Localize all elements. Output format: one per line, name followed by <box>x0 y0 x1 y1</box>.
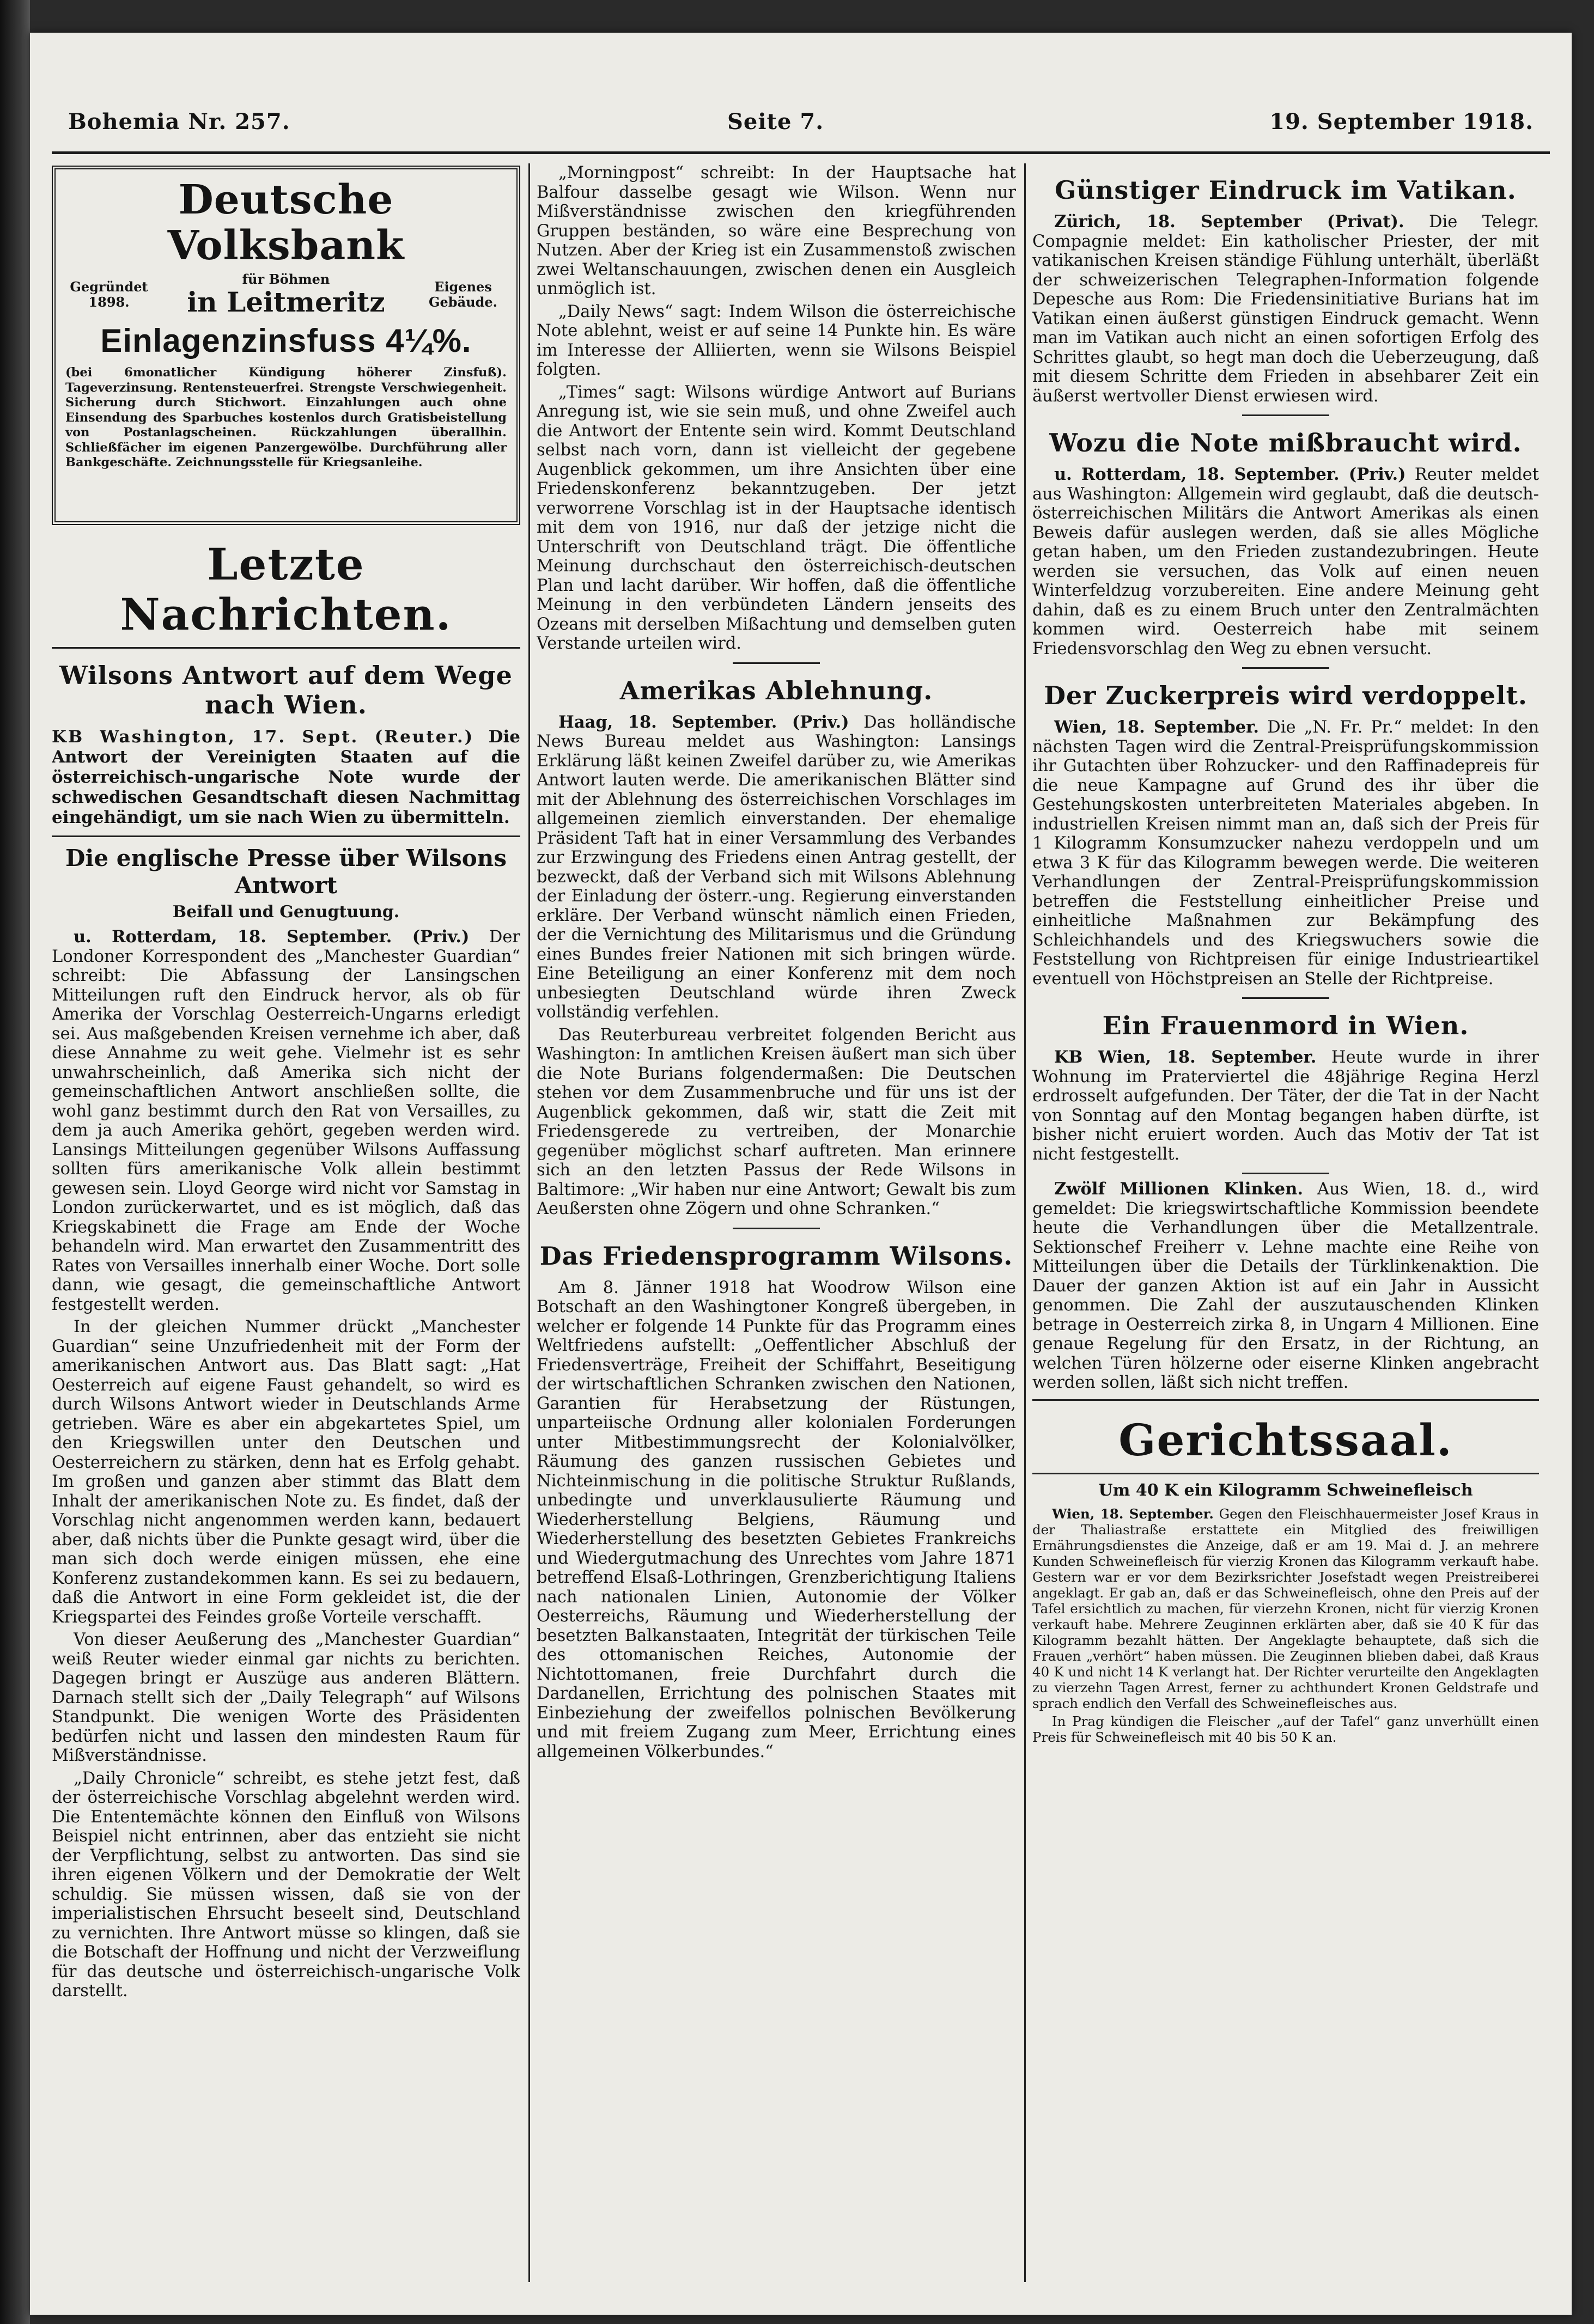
paragraph <box>1032 1180 1539 1393</box>
dateline: KB Wien, 18. September. <box>1054 1047 1317 1067</box>
ad-for-bohemia: für Böhmen <box>242 271 330 287</box>
subheadline: Beifall und Genugtuung. <box>172 902 400 922</box>
paragraph: Am 8. Jänner 1918 hat Woodrow Wilson eine Botschaft an den Washingtoner Kongreß übergeben, in welcher er folgende 14 Punkte für das Programm eines Weltfriedens aufstellt: „Oeffentlicher Abschluß der Friedensverträge, Freiheit der Schiffahrt, Beseitigung der wirtschaftlichen Schranken zwischen den Nationen, Garantien für Herabsetzung der Rüstungen, unparteiische Ordnung aller kolonialen Forderungen unter Mitbestimmungsrecht der Kolonialvölker, Räumung des ganzen russischen Gebietes und Nichteinmischung in die politische Struktur Rußlands, unbedingte und unverklausulierte Räumung und Wiederherstellung Belgiens, Räumung und Wiederherstellung des besetzten Gebietes Frankreichs und Wiedergutmachung des Unrechtes vom Jahre 1871 betreffend Elsaß-Lothringen, Grenzberichtigung Italiens nach nationalen Linien, Autonomie der Völker Oesterreichs, Räumung und Wiederherstellung der besetzten Balkanstaaten, Integrität der türkischen Teile des ottomanischen Reiches, Autonomie der Nichtottomanen, freie Durchfahrt durch die Dardanellen, Errichtung des polnischen Staates mit Einbeziehung der zweifellos polnischen Bevölkerung und mit freiem Zugang zum Meer, Errichtung eines allgemeinen Völkerbundes.“ <box>537 1278 1016 1761</box>
rule <box>1242 1173 1329 1174</box>
dateline: u. Rotterdam, 18. September. (Priv.) <box>1054 465 1406 484</box>
rule <box>1242 997 1329 999</box>
paragraph <box>1032 465 1539 658</box>
header-rule <box>52 151 1550 154</box>
dateline: KB Washington, 17. Sept. (Reuter.) <box>52 727 474 747</box>
headline-america-rejection: Amerikas Ablehnung. <box>619 675 933 705</box>
page-number: Seite 7. <box>727 109 824 135</box>
paragraph-text: Das holländische News Bureau meldet aus Washington: Lansings Erklärung läßt keinen Zweifel darüber zu, wie Amerikas Antwort lauten werde. Die amerikanischen Blätter sind mit der Ablehnung des österreichischen Vorschlages im allgemeinen ziemlich einverstanden. Der ehemalige Präsident Taft hat in einer Versammlung des Verbandes zur Erzwingung des Friedens einen Antrag gestellt, der bezweckt, daß der Verband sich mit Wilsons Ablehnung der Einladung der österr.-ung. Regierung einverstanden erkläre. Der Verband wünscht nämlich einen Frieden, der die Vernichtung des Militarismus und die Gründung eines Bundes freier Nationen mit sich bringen würde. Eine Beteiligung an einer Konferenz mit dem noch unbesiegten Deutschland würde ihren Zweck vollständig verfehlen. <box>537 712 1016 1022</box>
ad-fine-print: (bei 6monatlicher Kündigung höherer Zinsfuß). Tageverzinsung. Rentensteuerfrei. Strengste Verschwiegenheit. Sicherung durch Stichwort. Einzahlungen auch ohne Einsendung des Sparbuches kostenlos durch Gratisbeistellung von Postanlagscheinen. Rückzahlungen überallhin. Schließfächer im eigenen Panzergewölbe. Durchführung aller Bankgeschäfte. Zeichnungsstelle für Kriegsanleihe. <box>65 365 507 469</box>
paragraph-text: Heute wurde in ihrer Wohnung im Praterviertel die 48jährige Regina Herzl erdrosselt aufgefunden. Der Täter, der die Tat in der Nacht von Sonntag auf den Montag begangen haben dürfte, ist bisher nicht eruiert worden. Auch das Motiv der Tat ist nicht festgestellt. <box>1032 1048 1539 1164</box>
headline-sugar-price: Der Zuckerpreis wird verdoppelt. <box>1044 681 1528 710</box>
ad-interest-rate: Einlagenzinsfuss 4¼%. <box>100 322 472 359</box>
rule <box>1242 414 1329 416</box>
headline-note-misused: Wozu die Note mißbraucht wird. <box>1049 428 1522 458</box>
paragraph: In Prag kündigen die Fleischer „auf der Tafel“ ganz unverhüllt einen Preis für Schweinefleisch mit 40 bis 50 K an. <box>1032 1713 1539 1745</box>
ad-location <box>153 272 419 318</box>
running-head <box>52 109 1550 147</box>
paragraph-text: Der Londoner Korrespondent des „Manchester Guardian“ schreibt: Die Abfassung der Lansingschen Mitteilungen ruft den Eindruck hervor, als ob für Amerika der Vorschlag Oesterreich-Ungarns erledigt sei. Aus maßgebenden Kreisen vernehme ich aber, daß diese Annahme zu weit gehe. Vielmehr ist es sehr unwahrscheinlich, daß Amerika sich nicht der gemeinschaftlichen Antwort anschließen sollte, die wohl ganz bestimmt durch den Rat von Versailles, zu dem ja auch Amerika gehört, gegeben werden wird. Lansings Mitteilungen gegenüber Wilsons Auffassung sollten fürs amerikanische Volk allein bestimmt gewesen sein. Lloyd George wird nicht vor Samstag in London zurückerwartet, und es ist möglich, daß das Kriegskabinett die Frage am Ende der Woche behandeln wird. Man erwartet den Zusammentritt des Rates von Versailles innerhalb einer Woche. Dort solle dann, wie gesagt, die gemeinschaftliche Antwort festgestellt werden. <box>52 928 520 1314</box>
lead-text: Die Antwort der Vereinigten Staaten auf die österreichisch-ungarische Note wurde der schwedischen Gesandtschaft diesen Nachmittag eingehändigt, um sie nach Wien zu übermitteln. <box>52 727 520 827</box>
paragraph: „Times“ sagt: Wilsons würdige Antwort auf Burians Anregung ist, wie sie sein muß, und ohne Zweifel auch die Antwort der Entente sein wird. Kommt Deutschland selbst nach vorn, dann ist vielleicht der gegebene Augenblick gekommen, um ihre Ansichten über eine Friedenskonferenz bekanntzugeben. Der jetzt verworrene Vorschlag ist in der Hauptsache identisch mit dem von 1916, nur daß der jetzige nicht die Unterschrift von Deutschland trägt. Die öffentliche Meinung durchschaut den österreichisch-deutschen Plan und lacht darüber. Wir hoffen, daß die öffentliche Meinung in den verbündeten Ländern jenseits des Ozeans mit derselben Mißachtung und demselben guten Verstande urteilen wird. <box>537 382 1016 653</box>
ad-own-building: Eigenes Gebäude. <box>429 279 497 310</box>
paragraph-text: Die „N. Fr. Pr.“ meldet: In den nächsten Tagen wird die Zentral-Preisprüfungskommission ihr Gutachten über Rohzucker- und den Raffinadepreis für die neue Kampagne auf Grund des ihr über die Gestehungskosten unterbreiteten Materiales abgeben. In industriellen Kreisen nimmt man an, daß sich der Preis für 1 Kilogramm Konsumzucker nahezu verdoppeln und um etwa 3 K für das Kilogramm bewegen werde. Die weiteren Verhandlungen der Zentral-Preisprüfungskommission betreffen die Feststellung einheitlicher Preise und einheitliche Maßnahmen zur Bekämpfung des Schleichhandels und des Kriegswuchers sowie die Feststellung von Richtpreisen für einige Industrieartikel eventuell von Höchstpreisen an Stelle der Richtpreise. <box>1032 718 1539 989</box>
subheadline: Um 40 K ein Kilogramm Schweinefleisch <box>1098 1480 1473 1500</box>
scan-edge <box>0 0 30 2324</box>
dateline: u. Rotterdam, 18. September. (Priv.) <box>74 927 470 947</box>
headline-wilson-answer: Wilsons Antwort auf dem Wege nach Wien. <box>59 661 513 719</box>
paragraph-text: Die Telegr. Compagnie meldet: Ein katholischer Priester, der mit vatikanischen Kreisen ständige Fühlung unterhält, überläßt der schweizerischen Telegraphen-Information folgende Depesche aus Rom: Die Friedensinitiative Burians hat im Vatikan einen äußerst günstigen Eindruck gemacht. Wenn man im Vatikan auch nicht an einen sofortigen Erfolg des Schrittes glaubt, so hegt man doch die Ueberzeugung, daß mit diesem Schritte dem Frieden in absehbarer Zeit ein äußerst wertvoller Dienst erwiesen wird. <box>1032 212 1539 406</box>
column-2 <box>537 163 1016 2282</box>
rule <box>52 835 520 837</box>
column-rule-1 <box>528 163 530 2282</box>
section-heading-courtroom: Gerichtssaal. <box>1118 1414 1453 1466</box>
newspaper-page <box>30 33 1572 2315</box>
paragraph: Von dieser Aeußerung des „Manchester Guardian“ weiß Reuter wieder einmal gar nichts zu berichten. Dagegen bringt er Auszüge aus anderen Blättern. Darnach stellt sich der „Daily Telegraph“ auf Wilsons Standpunkt. Die wenigen Worte des Präsidenten bedürfen nicht und lassen den mindesten Raum für Mißverständnisse. <box>52 1630 520 1765</box>
bank-advertisement <box>52 166 520 525</box>
ad-founded: Gegründet 1898. <box>70 279 148 310</box>
paragraph <box>52 928 520 1314</box>
paragraph <box>1032 1048 1539 1164</box>
column-1 <box>52 163 520 2282</box>
paragraph: „Daily News“ sagt: Indem Wilson die österreichische Note ablehnt, weist er auf seine 14 Punkte hin. Es wäre im Interesse der Alliierten, wenn sie Wilsons Beispiel folgten. <box>537 302 1016 379</box>
paragraph <box>1032 212 1539 406</box>
ad-town: in Leitmeritz <box>187 286 385 318</box>
paragraph: In der gleichen Nummer drückt „Manchester Guardian“ seine Unzufriedenheit mit der Form der amerikanischen Antwort aus. Das Blatt sagt: „Hat Oesterreich auf eigene Faust gehandelt, so wird es durch Wilsons Antwort wieder in Deutschlands Arme getrieben. Wäre es aber ein abgekartetes Spiel, um den Kriegswillen unter den Deutschen und Oesterreichern zu stärken, denn hat es Erfolg gehabt. Im großen und ganzen aber stimmt das Blatt dem Inhalt der amerikanischen Note zu. Es findet, daß der Vorschlag nicht angenommen werden kann, bedauert aber, daß nichts über die Punkte gesagt wird, über die man sich doch werde einigen müssen, ehe eine Konferenz zustandekommen kann. Es sei zu bedauern, daß die Antwort in eine Form gekleidet ist, die der Kriegspartei des Feindes große Vorteile verschafft. <box>52 1317 520 1627</box>
paragraph-text: Gegen den Fleischhauermeister Josef Kraus in der Thaliastraße erstattete ein Mitglied des freiwilligen Ernährungsdienstes die Anzeige, daß er am 19. Mai d. J. an mehrere Kunden Schweinefleisch für vierzig Kronen das Kilogramm verkauft habe. Gestern war er vor dem Bezirksrichter Josefstadt wegen Preistreiberei angeklagt. Er gab an, daß er das Schweinefleisch, ohne den Preis auf der Tafel ersichtlich zu machen, für vierzehn Kronen, nicht für vierzig Kronen verkauft habe. Mehrere Zeuginnen erklärten aber, daß sie 40 K für das Kilogramm bezahlt hätten. Der Angeklagte behauptete, daß sich die Frauen „verhört“ haben müssen. Die Zeuginnen blieben dabei, daß Kraus 40 K und nicht 14 K verlangt hat. Der Richter verurteilte den Angeklagten zu vierzehn Tagen Arrest, ferner zu achthundert Kronen Geldstrafe und sprach endlich den Verfall des Schweinefleisches aus. <box>1032 1505 1539 1711</box>
paragraph: „Morningpost“ schreibt: In der Hauptsache hat Balfour dasselbe gesagt wie Wilson. Wenn nur Mißverständnisse zwischen den kriegführenden Gruppen beständen, so wäre eine Besprechung von Nutzen. Aber der Krieg ist ein Zusammenstoß zwischen zwei Weltanschauungen, zwischen denen ein Ausgleich unmöglich ist. <box>537 163 1016 298</box>
issue-date: 19. September 1918. <box>1269 109 1534 135</box>
paragraph: „Daily Chronicle“ schreibt, es stehe jetzt fest, daß der österreichische Vorschlag abgelehnt werden wird. Die Ententemächte können den Einfluß von Wilsons Beispiel nicht entrinnen, aber das entzieht sie nicht der Verpflichtung, selbst zu antworten. Das sind sie ihren eigenen Völkern und der Demokratie der Welt schuldig. Sie müssen wissen, daß sie von der imperialistischen Ehrsucht beseelt sind, Deutschland zu vernichten. Ihre Antwort müsse so klingen, daß sie die Botschaft der Hoffnung und nicht der Verzweiflung für das deutsche und österreichisch-ungarische Volk darstellt. <box>52 1768 520 2000</box>
headline-peace-program: Das Friedensprogramm Wilsons. <box>539 1241 1013 1271</box>
rule <box>733 1228 820 1229</box>
paragraph <box>1032 1506 1539 1711</box>
dateline: Zürich, 18. September (Privat). <box>1054 212 1404 231</box>
ad-title: Deutsche Volksbank <box>167 176 405 269</box>
rule <box>1032 1473 1539 1474</box>
paragraph <box>1032 718 1539 989</box>
paragraph: Das Reuterbureau verbreitet folgenden Bericht aus Washington: In amtlichen Kreisen äußert man sich über die Note Burians folgendermaßen: Die Deutschen stehen vor dem Zusammenbruche und für uns ist der Augenblick gekommen, daß wir, statt die Zeit mit Friedensgerede zu vertreiben, der Monarchie gegenüber möglichst scharf auftreten. Man erinnere sich an den letzten Passus der Rede Wilsons in Baltimore: „Wir haben nur eine Antwort; Gewalt bis zum Aeußersten ohne Zögern und ohne Schranken.“ <box>537 1025 1016 1218</box>
rule <box>52 647 520 649</box>
masthead-issue: Bohemia Nr. 257. <box>68 109 290 135</box>
rule <box>1242 667 1329 669</box>
dateline: Wien, 18. September. <box>1052 1505 1214 1522</box>
section-heading-latest-news: Letzte Nachrichten. <box>120 539 452 640</box>
paragraph <box>537 713 1016 1022</box>
headline-murder-vienna: Ein Frauenmord in Wien. <box>1102 1011 1469 1040</box>
rule <box>1032 1399 1539 1401</box>
dateline: Haag, 18. September. (Priv.) <box>558 712 849 732</box>
column-3 <box>1032 163 1539 2282</box>
column-rule-2 <box>1024 163 1026 2282</box>
rule <box>733 662 820 664</box>
headline-english-press: Die englische Presse über Wilsons Antwort <box>65 845 507 899</box>
lead-paragraph <box>52 727 520 828</box>
dateline: Wien, 18. September. <box>1054 717 1260 737</box>
headline-vatican: Günstiger Eindruck im Vatikan. <box>1055 175 1517 205</box>
paragraph-text: Reuter meldet aus Washington: Allgemein wird geglaubt, daß die deutsch-österreichischen Militärs die Antwort Amerikas als einen Beweis dafür auslegen werden, daß sie alles Mögliche getan haben, um den Frieden zustandezubringen. Heute werden sie versuchen, das Volk auf einen neuen Winterfeldzug vorzubereiten. Eine andere Meinung geht dahin, daß es zu einem Bruch unter den Zentralmächten kommen wird. Oesterreich habe mit seinem Friedensvorschlag den Weg zu ebnen versucht. <box>1032 465 1539 658</box>
dateline: Zwölf Millionen Klinken. <box>1054 1179 1303 1199</box>
paragraph-text: Aus Wien, 18. d., wird gemeldet: Die kriegswirtschaftliche Kommission beendete heute die Verhandlungen über die Metallzentrale. Sektionschef Freiherr v. Lehne machte eine Reihe von Mitteilungen über die Details der Türklinkenaktion. Die Dauer der ganzen Aktion ist auf ein Jahr in Aussicht genommen. Die Zahl der auszutauschenden Klinken betrage in Oesterreich zirka 8, in Ungarn 4 Millionen. Eine genaue Regelung für den Ersatz, in der Richtung, an welchen Türen hölzerne oder eiserne Klinken angebracht werden sollen, läßt sich nicht treffen. <box>1032 1180 1539 1392</box>
ad-row <box>65 272 507 318</box>
